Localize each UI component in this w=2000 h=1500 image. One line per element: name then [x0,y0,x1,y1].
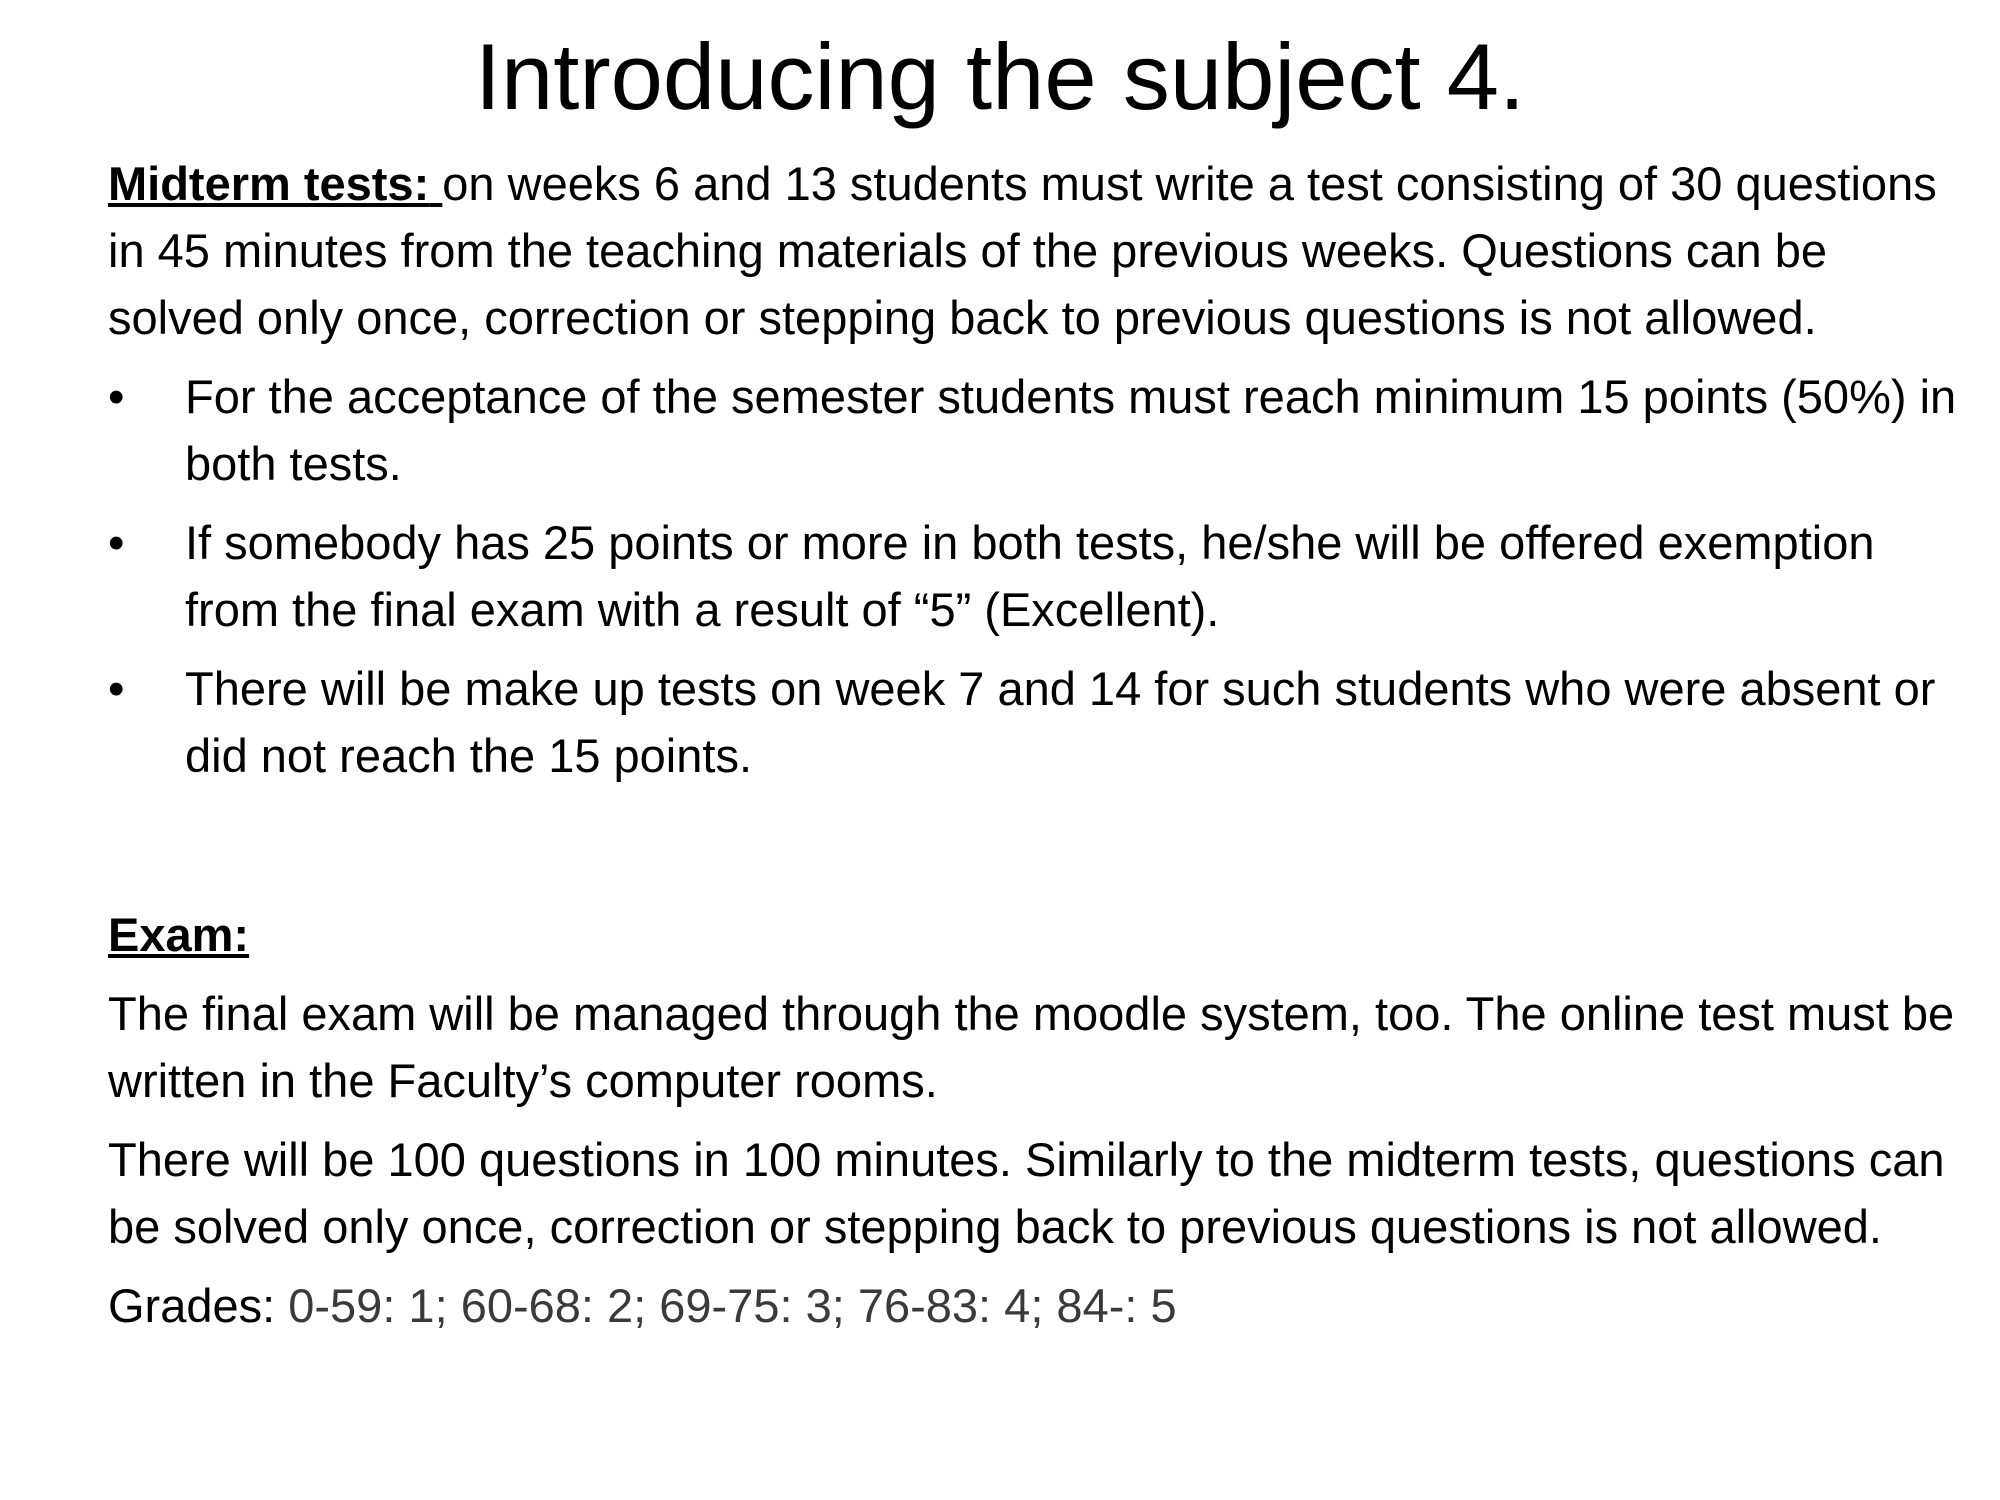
grades-label: Grades: [108,1279,289,1332]
bullet-icon: • [108,516,125,569]
bullet-icon: • [108,370,125,423]
list-item [108,655,1968,789]
slide-title: Introducing the subject 4. [474,24,1526,129]
bullet-icon: • [108,662,125,715]
exam-heading-line [108,901,1968,968]
section-spacer [108,801,1968,901]
midterm-paragraph [108,150,1968,351]
bullet-text: There will be make up tests on week 7 and 14 for such students who were absent or did not reach the 15 points. [185,662,1936,782]
midterm-bullet-list [108,363,1968,789]
slide-content [108,150,1968,1339]
exam-paragraph-2: There will be 100 questions in 100 minutes. Similarly to the midterm tests, questions can be solved only once, correction or stepping back to previous questions is not allowed. [108,1133,1945,1253]
bullet-text: If somebody has 25 points or more in both tests, he/she will be offered exemption from the final exam with a result of “5” (Excellent). [185,516,1875,636]
bullet-text: For the acceptance of the semester students must reach minimum 15 points (50%) in both tests. [185,370,1957,490]
midterm-text: on weeks 6 and 13 students must write a test consisting of 30 questions in 45 minutes from the teaching materials of the previous weeks. Questions can be solved only once, correction or stepping back to previous questions is not allowed. [108,157,1937,344]
exam-heading: Exam: [108,908,250,961]
list-item [108,509,1968,643]
midterm-heading: Midterm tests: [108,157,430,210]
list-item [108,363,1968,497]
grades-values: 0-59: 1; 60-68: 2; 69-75: 3; 76-83: 4; 84-: 5 [288,1279,1177,1332]
exam-paragraph-1: The final exam will be managed through the moodle system, too. The online test must be written in the Faculty’s computer rooms. [108,987,1955,1107]
midterm-heading-trail [429,157,442,210]
grades-line [108,1272,1968,1339]
